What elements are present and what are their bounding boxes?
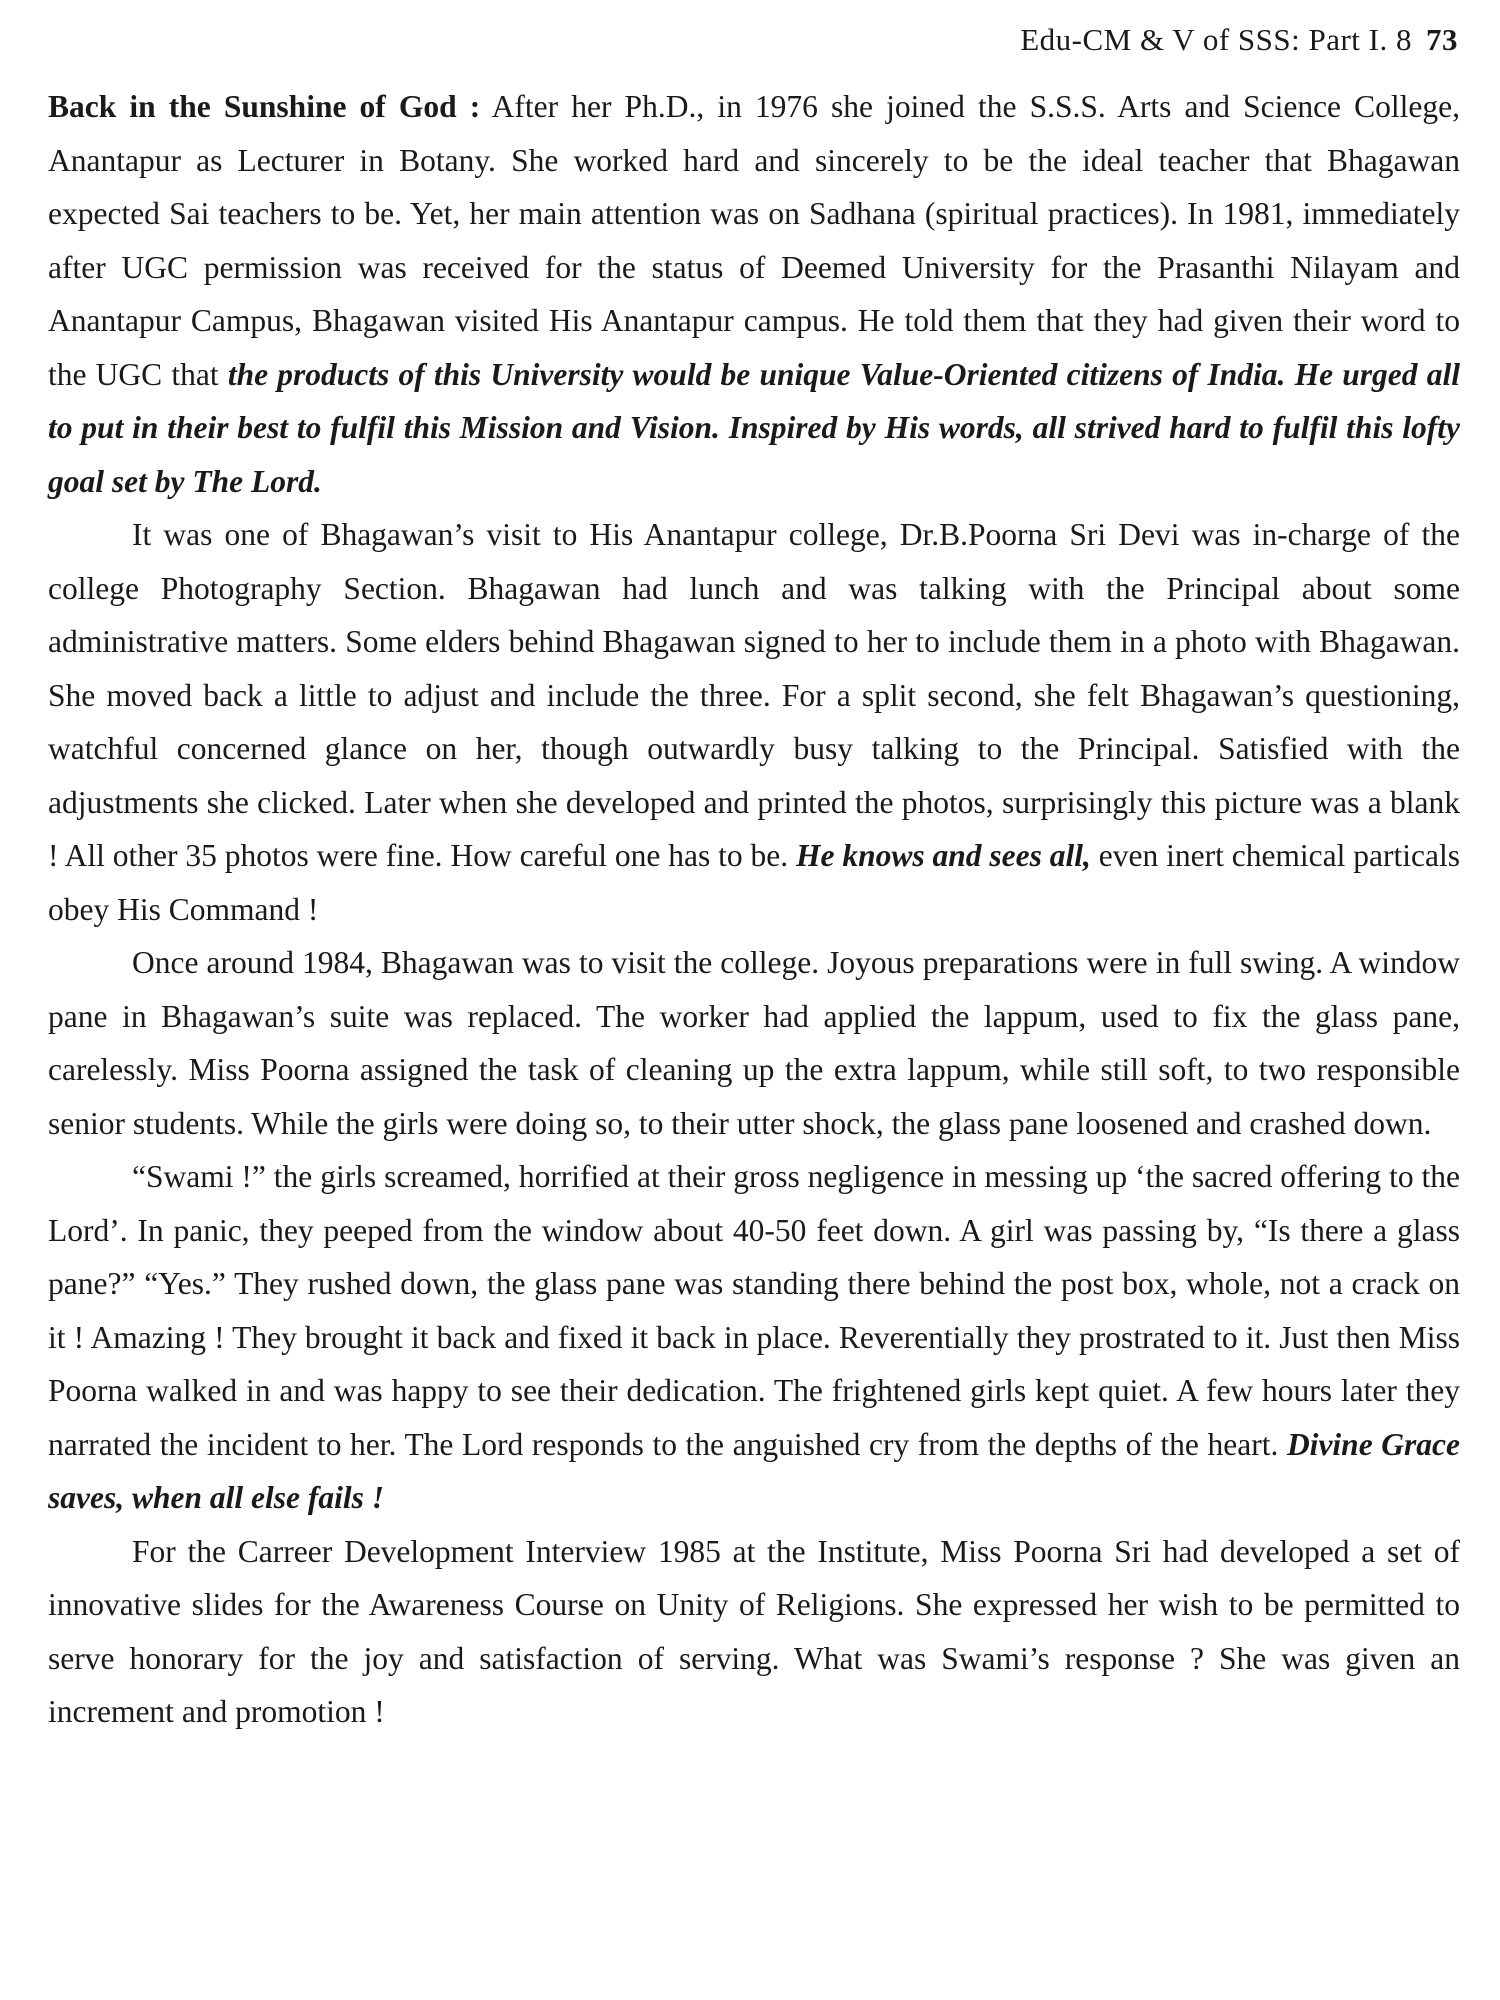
- paragraph-3-text: Once around 1984, Bhagawan was to visit the college. Joyous preparations were in full swing. A window pane in Bhagawan’s suite was replaced. The worker had applied the lappum, used to fix the glass pane, carelessly. Miss Poorna assigned the task of cleaning up the extra lappum, while still soft, to two responsible senior students. While the girls were doing so, to their utter shock, the glass pane loosened and crashed down.: [48, 945, 1460, 1141]
- paragraph-1-emphasis: the products of this University would be unique Value-Oriented citizens of India. He urged all to put in their best to fulfil this Mission and Vision. Inspired by His words, all strived hard to fulfil this lofty goal set by The Lord.: [48, 356, 1460, 499]
- paragraph-3: [48, 936, 1460, 1150]
- paragraph-4-emphasis: Divine Grace saves, when all else fails !: [48, 1426, 1460, 1515]
- running-header: [1020, 22, 1458, 58]
- paragraph-4: [48, 1150, 1460, 1525]
- page-number: 73: [1426, 22, 1458, 57]
- paragraph-2: [48, 508, 1460, 936]
- section-heading: Back in the Sunshine of God :: [48, 89, 481, 124]
- paragraph-2-text: It was one of Bhagawan’s visit to His Anantapur college, Dr.B.Poorna Sri Devi was in-charge of the college Photography Section. Bhagawan had lunch and was talking with the Principal about some administrative matters. Some elders behind Bhagawan signed to her to include them in a photo with Bhagawan. She moved back a little to adjust and include the three. For a split second, she felt Bhagawan’s questioning, watchful concerned glance on her, though outwardly busy talking to the Principal. Satisfied with the adjustments she clicked. Later when she developed and printed the photos, surprisingly this picture was a blank ! All other 35 photos were fine. How careful one has to be.: [48, 517, 1460, 873]
- body-text: [48, 80, 1460, 1739]
- paragraph-2-text-after: even inert chemical particals obey His Command !: [48, 838, 1460, 927]
- paragraph-1: [48, 80, 1460, 508]
- paragraph-5-text: For the Carreer Development Interview 1985 at the Institute, Miss Poorna Sri had developed a set of innovative slides for the Awareness Course on Unity of Religions. She expressed her wish to be permitted to serve honorary for the joy and satisfaction of serving. What was Swami’s response ? She was given an increment and promotion !: [48, 1533, 1460, 1729]
- paragraph-1-text: After her Ph.D., in 1976 she joined the S.S.S. Arts and Science College, Anantapur as Lecturer in Botany. She worked hard and sincerely to be the ideal teacher that Bhagawan expected Sai teachers to be. Yet, her main attention was on Sadhana (spiritual practices). In 1981, immediately after UGC permission was received for the status of Deemed University for the Prasanthi Nilayam and Anantapur Campus, Bhagawan visited His Anantapur campus. He told them that they had given their word to the UGC that: [48, 89, 1460, 392]
- paragraph-4-text: “Swami !” the girls screamed, horrified at their gross negligence in messing up ‘the sacred offering to the Lord’. In panic, they peeped from the window about 40-50 feet down. A girl was passing by, “Is there a glass pane?” “Yes.” They rushed down, the glass pane was standing there behind the post box, whole, not a crack on it ! Amazing ! They brought it back and fixed it back in place. Reverentially they prostrated to it. Just then Miss Poorna walked in and was happy to see their dedication. The frightened girls kept quiet. A few hours later they narrated the incident to her. The Lord responds to the anguished cry from the depths of the heart.: [48, 1159, 1460, 1462]
- header-title: Edu-CM & V of SSS: Part I. 8: [1020, 22, 1412, 57]
- paragraph-2-emphasis: He knows and sees all,: [795, 838, 1091, 873]
- paragraph-5: [48, 1525, 1460, 1739]
